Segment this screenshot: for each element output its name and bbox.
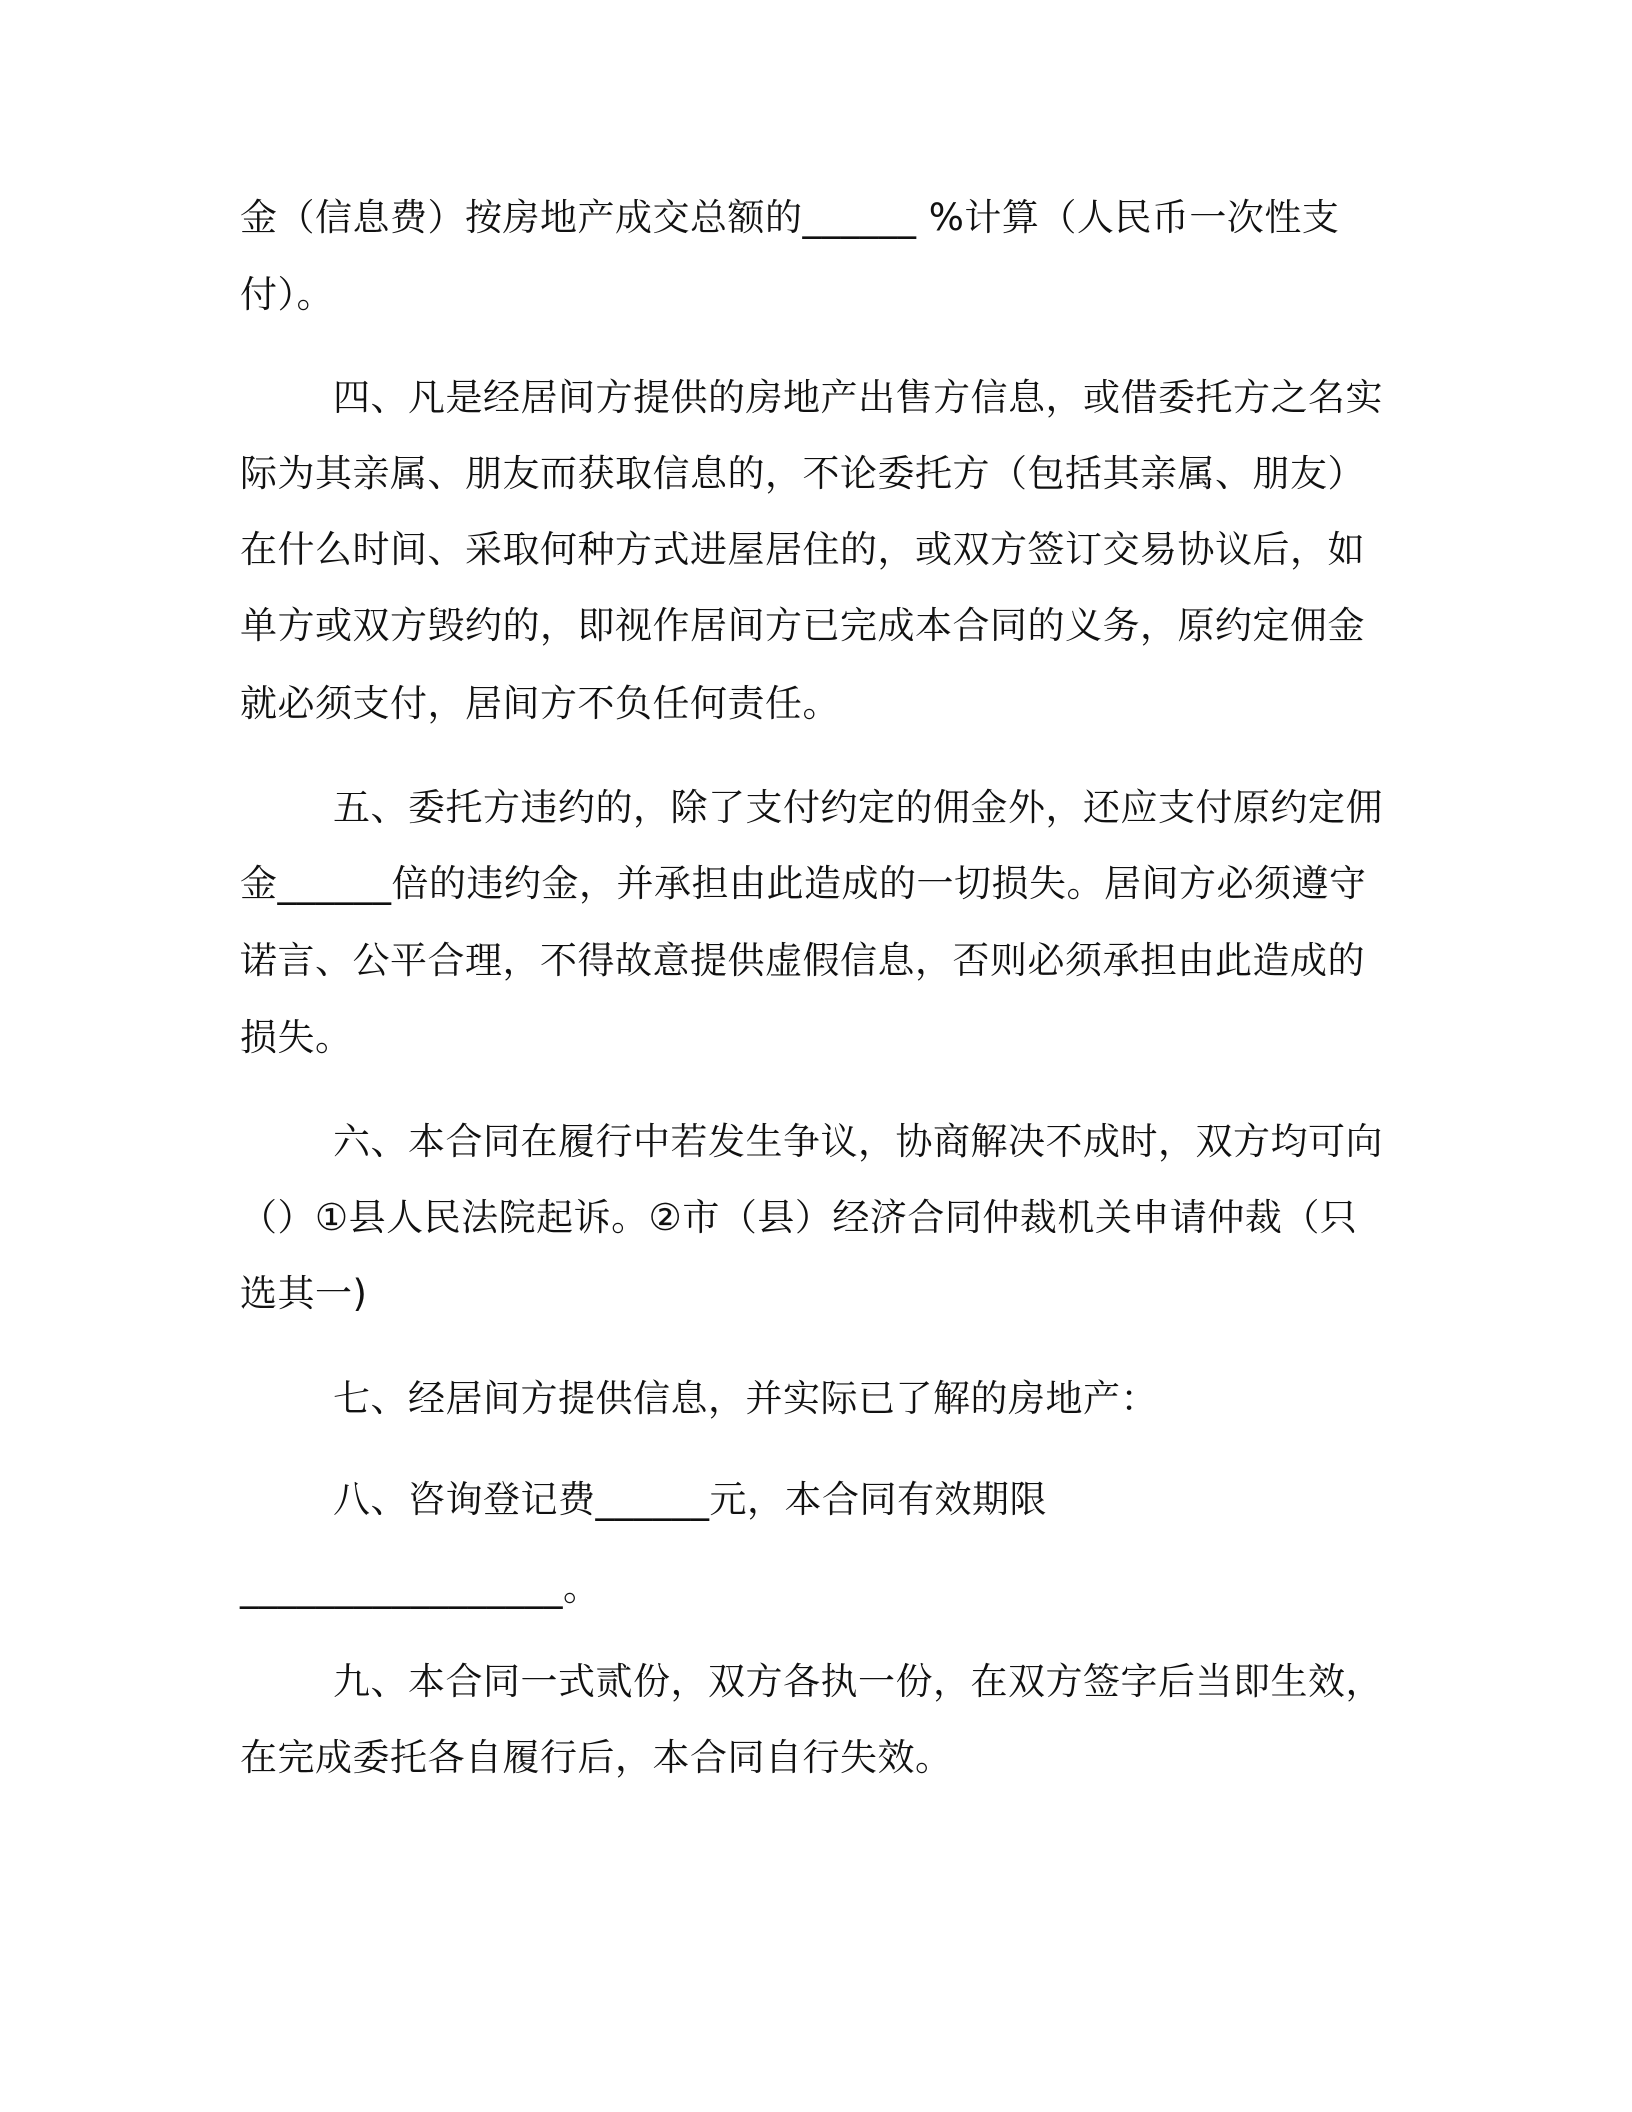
paragraph-5-line-2: 金______倍的违约金，并承担由此造成的一切损失。居间方必须遵守 bbox=[240, 862, 1367, 905]
paragraph-8-line-1: 八、咨询登记费______元，本合同有效期限 bbox=[333, 1478, 1047, 1521]
paragraph-4-line-5: 就必须支付，居间方不负任何责任。 bbox=[240, 682, 840, 725]
paragraph-5-line-3: 诺言、公平合理，不得故意提供虚假信息，否则必须承担由此造成的 bbox=[240, 939, 1365, 982]
paragraph-6-line-3: 选其一) bbox=[240, 1272, 368, 1315]
paragraph-4-line-3: 在什么时间、采取何种方式进屋居住的，或双方签订交易协议后，如 bbox=[240, 528, 1365, 571]
paragraph-5-line-1: 五、委托方违约的，除了支付约定的佣金外，还应支付原约定佣 bbox=[333, 786, 1383, 829]
paragraph-3-line-1: 金（信息费）按房地产成交总额的______ %计算（人民币一次性支 bbox=[240, 196, 1340, 239]
paragraph-4-line-4: 单方或双方毁约的，即视作居间方已完成本合同的义务，原约定佣金 bbox=[240, 604, 1365, 647]
paragraph-9-line-2: 在完成委托各自履行后，本合同自行失效。 bbox=[240, 1736, 953, 1779]
paragraph-4-line-1: 四、凡是经居间方提供的房地产出售方信息，或借委托方之名实 bbox=[333, 376, 1383, 419]
paragraph-7-line-1: 七、经居间方提供信息，并实际已了解的房地产： bbox=[333, 1377, 1158, 1420]
paragraph-4-line-2: 际为其亲属、朋友而获取信息的，不论委托方（包括其亲属、朋友） bbox=[240, 452, 1365, 495]
paragraph-8-line-2: _________________。 bbox=[240, 1566, 601, 1609]
paragraph-3-line-2: 付）。 bbox=[240, 273, 334, 316]
paragraph-5-line-4: 损失。 bbox=[240, 1016, 353, 1059]
paragraph-6-line-2: （）①县人民法院起诉。②市（县）经济合同仲裁机关申请仲裁（只 bbox=[240, 1196, 1358, 1239]
paragraph-9-line-1: 九、本合同一式贰份，双方各执一份，在双方签字后当即生效， bbox=[333, 1660, 1383, 1703]
paragraph-6-line-1: 六、本合同在履行中若发生争议，协商解决不成时，双方均可向 bbox=[333, 1120, 1383, 1163]
